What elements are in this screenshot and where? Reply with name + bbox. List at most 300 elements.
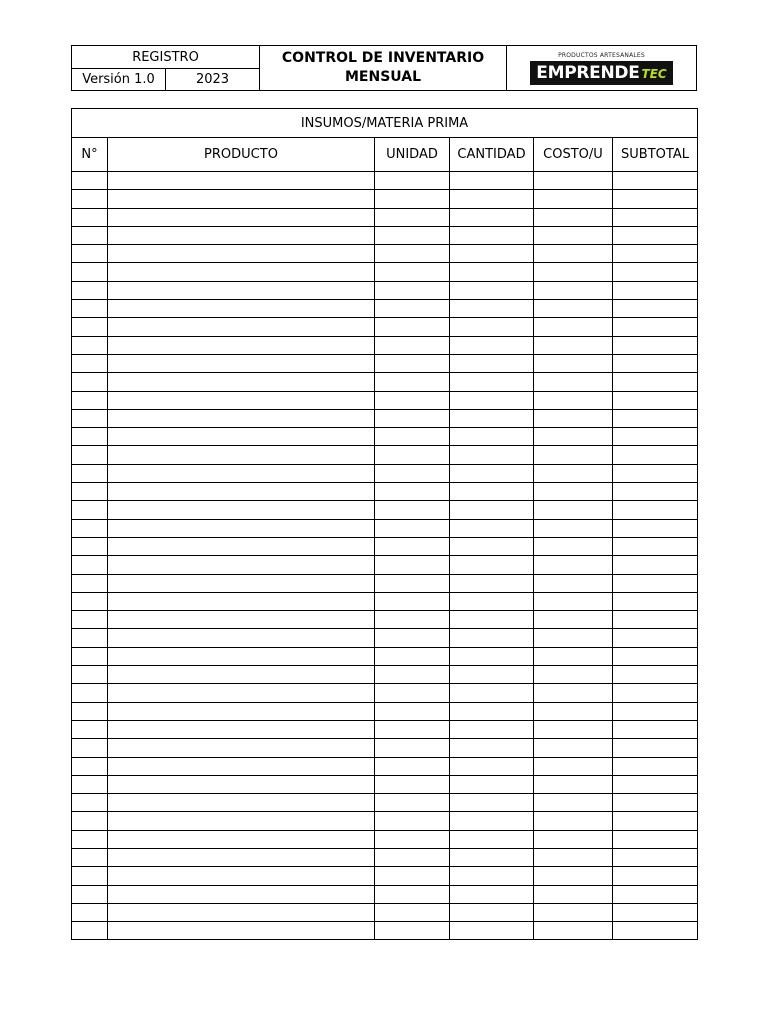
cell-number[interactable] xyxy=(72,647,108,665)
cell-quantity[interactable] xyxy=(450,684,534,702)
cell-product[interactable] xyxy=(108,208,375,226)
cell-quantity[interactable] xyxy=(450,739,534,757)
cell-product[interactable] xyxy=(108,245,375,263)
cell-number[interactable] xyxy=(72,720,108,738)
cell-unit[interactable] xyxy=(375,794,450,812)
cell-product[interactable] xyxy=(108,757,375,775)
cell-unit-cost[interactable] xyxy=(534,867,613,885)
cell-product[interactable] xyxy=(108,739,375,757)
cell-subtotal[interactable] xyxy=(613,501,698,519)
cell-number[interactable] xyxy=(72,428,108,446)
cell-product[interactable] xyxy=(108,867,375,885)
cell-unit-cost[interactable] xyxy=(534,885,613,903)
cell-unit[interactable] xyxy=(375,757,450,775)
table-row xyxy=(72,446,698,464)
cell-quantity[interactable] xyxy=(450,830,534,848)
cell-unit[interactable] xyxy=(375,519,450,537)
cell-subtotal[interactable] xyxy=(613,812,698,830)
cell-number[interactable] xyxy=(72,775,108,793)
cell-number[interactable] xyxy=(72,519,108,537)
cell-unit-cost[interactable] xyxy=(534,666,613,684)
cell-number[interactable] xyxy=(72,684,108,702)
cell-quantity[interactable] xyxy=(450,428,534,446)
cell-subtotal[interactable] xyxy=(613,848,698,866)
cell-product[interactable] xyxy=(108,629,375,647)
cell-quantity[interactable] xyxy=(450,464,534,482)
cell-number[interactable] xyxy=(72,848,108,866)
cell-unit-cost[interactable] xyxy=(534,830,613,848)
table-row xyxy=(72,720,698,738)
cell-unit[interactable] xyxy=(375,483,450,501)
table-row xyxy=(72,903,698,921)
table-row xyxy=(72,336,698,354)
cell-number[interactable] xyxy=(72,757,108,775)
cell-subtotal[interactable] xyxy=(613,318,698,336)
table-row xyxy=(72,592,698,610)
cell-unit[interactable] xyxy=(375,684,450,702)
cell-product[interactable] xyxy=(108,574,375,592)
cell-unit-cost[interactable] xyxy=(534,263,613,281)
table-row xyxy=(72,885,698,903)
cell-number[interactable] xyxy=(72,464,108,482)
cell-quantity[interactable] xyxy=(450,409,534,427)
table-row xyxy=(72,757,698,775)
table-row xyxy=(72,537,698,555)
cell-unit-cost[interactable] xyxy=(534,446,613,464)
column-header-row xyxy=(72,138,698,172)
cell-quantity[interactable] xyxy=(450,775,534,793)
cell-product[interactable] xyxy=(108,830,375,848)
cell-quantity[interactable] xyxy=(450,647,534,665)
cell-unit[interactable] xyxy=(375,190,450,208)
cell-subtotal[interactable] xyxy=(613,592,698,610)
cell-number[interactable] xyxy=(72,409,108,427)
cell-unit[interactable] xyxy=(375,775,450,793)
cell-number[interactable] xyxy=(72,281,108,299)
cell-quantity[interactable] xyxy=(450,281,534,299)
logo-accent-text: TEC xyxy=(641,66,667,81)
cell-subtotal[interactable] xyxy=(613,885,698,903)
cell-quantity[interactable] xyxy=(450,794,534,812)
cell-subtotal[interactable] xyxy=(613,464,698,482)
cell-product[interactable] xyxy=(108,592,375,610)
cell-unit[interactable] xyxy=(375,537,450,555)
cell-unit-cost[interactable] xyxy=(534,409,613,427)
cell-subtotal[interactable] xyxy=(613,867,698,885)
cell-subtotal[interactable] xyxy=(613,483,698,501)
table-row xyxy=(72,922,698,940)
cell-product[interactable] xyxy=(108,684,375,702)
cell-number[interactable] xyxy=(72,739,108,757)
cell-quantity[interactable] xyxy=(450,245,534,263)
cell-subtotal[interactable] xyxy=(613,702,698,720)
cell-product[interactable] xyxy=(108,537,375,555)
cell-unit-cost[interactable] xyxy=(534,336,613,354)
cell-unit[interactable] xyxy=(375,556,450,574)
cell-quantity[interactable] xyxy=(450,537,534,555)
cell-product[interactable] xyxy=(108,300,375,318)
cell-unit-cost[interactable] xyxy=(534,190,613,208)
table-row xyxy=(72,190,698,208)
cell-unit[interactable] xyxy=(375,611,450,629)
cell-subtotal[interactable] xyxy=(613,684,698,702)
table-row xyxy=(72,775,698,793)
cell-quantity[interactable] xyxy=(450,812,534,830)
table-row xyxy=(72,739,698,757)
cell-unit[interactable] xyxy=(375,281,450,299)
cell-product[interactable] xyxy=(108,428,375,446)
cell-quantity[interactable] xyxy=(450,336,534,354)
table-row xyxy=(72,464,698,482)
cell-product[interactable] xyxy=(108,446,375,464)
table-row xyxy=(72,373,698,391)
cell-subtotal[interactable] xyxy=(613,300,698,318)
section-header-row xyxy=(72,109,698,138)
cell-unit-cost[interactable] xyxy=(534,501,613,519)
cell-unit-cost[interactable] xyxy=(534,611,613,629)
cell-quantity[interactable] xyxy=(450,391,534,409)
cell-subtotal[interactable] xyxy=(613,830,698,848)
cell-product[interactable] xyxy=(108,391,375,409)
cell-subtotal[interactable] xyxy=(613,537,698,555)
cell-unit-cost[interactable] xyxy=(534,574,613,592)
column-header-unit-cost: COSTO/U xyxy=(534,138,613,172)
table-row xyxy=(72,208,698,226)
table-row xyxy=(72,300,698,318)
cell-quantity[interactable] xyxy=(450,574,534,592)
cell-subtotal[interactable] xyxy=(613,172,698,190)
cell-number[interactable] xyxy=(72,501,108,519)
cell-unit-cost[interactable] xyxy=(534,300,613,318)
section-title: INSUMOS/MATERIA PRIMA xyxy=(72,109,698,138)
table-row xyxy=(72,172,698,190)
cell-number[interactable] xyxy=(72,373,108,391)
cell-number[interactable] xyxy=(72,556,108,574)
cell-quantity[interactable] xyxy=(450,446,534,464)
cell-quantity[interactable] xyxy=(450,300,534,318)
cell-unit-cost[interactable] xyxy=(534,318,613,336)
cell-unit-cost[interactable] xyxy=(534,812,613,830)
column-header-subtotal: SUBTOTAL xyxy=(613,138,698,172)
cell-number[interactable] xyxy=(72,190,108,208)
cell-product[interactable] xyxy=(108,483,375,501)
cell-unit[interactable] xyxy=(375,172,450,190)
cell-number[interactable] xyxy=(72,208,108,226)
cell-product[interactable] xyxy=(108,794,375,812)
cell-subtotal[interactable] xyxy=(613,336,698,354)
cell-subtotal[interactable] xyxy=(613,208,698,226)
cell-number[interactable] xyxy=(72,903,108,921)
brand-logo xyxy=(507,46,696,90)
cell-number[interactable] xyxy=(72,354,108,372)
cell-product[interactable] xyxy=(108,172,375,190)
cell-unit-cost[interactable] xyxy=(534,483,613,501)
cell-number[interactable] xyxy=(72,794,108,812)
cell-unit[interactable] xyxy=(375,903,450,921)
cell-unit-cost[interactable] xyxy=(534,629,613,647)
cell-subtotal[interactable] xyxy=(613,647,698,665)
document-title: CONTROL DE INVENTARIO MENSUAL xyxy=(260,46,507,90)
cell-number[interactable] xyxy=(72,300,108,318)
cell-subtotal[interactable] xyxy=(613,226,698,244)
cell-quantity[interactable] xyxy=(450,519,534,537)
cell-subtotal[interactable] xyxy=(613,354,698,372)
version-row xyxy=(72,69,259,90)
cell-number[interactable] xyxy=(72,446,108,464)
cell-subtotal[interactable] xyxy=(613,519,698,537)
cell-unit[interactable] xyxy=(375,574,450,592)
cell-quantity[interactable] xyxy=(450,483,534,501)
cell-number[interactable] xyxy=(72,574,108,592)
cell-unit[interactable] xyxy=(375,867,450,885)
table-row xyxy=(72,409,698,427)
cell-unit-cost[interactable] xyxy=(534,172,613,190)
cell-unit[interactable] xyxy=(375,830,450,848)
cell-unit[interactable] xyxy=(375,409,450,427)
cell-product[interactable] xyxy=(108,775,375,793)
cell-unit[interactable] xyxy=(375,263,450,281)
table-row xyxy=(72,501,698,519)
cell-quantity[interactable] xyxy=(450,922,534,940)
cell-unit-cost[interactable] xyxy=(534,720,613,738)
cell-product[interactable] xyxy=(108,903,375,921)
cell-unit-cost[interactable] xyxy=(534,684,613,702)
cell-number[interactable] xyxy=(72,702,108,720)
cell-subtotal[interactable] xyxy=(613,373,698,391)
cell-quantity[interactable] xyxy=(450,757,534,775)
cell-subtotal[interactable] xyxy=(613,446,698,464)
cell-unit-cost[interactable] xyxy=(534,922,613,940)
cell-subtotal[interactable] xyxy=(613,629,698,647)
cell-unit[interactable] xyxy=(375,336,450,354)
cell-quantity[interactable] xyxy=(450,172,534,190)
cell-quantity[interactable] xyxy=(450,848,534,866)
cell-subtotal[interactable] xyxy=(613,556,698,574)
cell-unit-cost[interactable] xyxy=(534,556,613,574)
cell-quantity[interactable] xyxy=(450,629,534,647)
cell-unit[interactable] xyxy=(375,720,450,738)
cell-number[interactable] xyxy=(72,867,108,885)
cell-product[interactable] xyxy=(108,354,375,372)
cell-number[interactable] xyxy=(72,922,108,940)
cell-number[interactable] xyxy=(72,629,108,647)
cell-subtotal[interactable] xyxy=(613,281,698,299)
cell-product[interactable] xyxy=(108,263,375,281)
cell-product[interactable] xyxy=(108,190,375,208)
cell-unit-cost[interactable] xyxy=(534,757,613,775)
cell-subtotal[interactable] xyxy=(613,428,698,446)
column-header-number: N° xyxy=(72,138,108,172)
cell-unit[interactable] xyxy=(375,885,450,903)
column-header-quantity: CANTIDAD xyxy=(450,138,534,172)
cell-unit[interactable] xyxy=(375,702,450,720)
cell-product[interactable] xyxy=(108,281,375,299)
cell-product[interactable] xyxy=(108,226,375,244)
cell-number[interactable] xyxy=(72,611,108,629)
cell-unit[interactable] xyxy=(375,318,450,336)
cell-number[interactable] xyxy=(72,391,108,409)
cell-product[interactable] xyxy=(108,885,375,903)
cell-unit[interactable] xyxy=(375,848,450,866)
cell-unit-cost[interactable] xyxy=(534,848,613,866)
version-label: Versión 1.0 xyxy=(72,69,166,90)
cell-subtotal[interactable] xyxy=(613,263,698,281)
cell-product[interactable] xyxy=(108,848,375,866)
cell-unit[interactable] xyxy=(375,812,450,830)
cell-number[interactable] xyxy=(72,666,108,684)
table-row xyxy=(72,830,698,848)
cell-number[interactable] xyxy=(72,226,108,244)
cell-subtotal[interactable] xyxy=(613,922,698,940)
cell-product[interactable] xyxy=(108,922,375,940)
cell-quantity[interactable] xyxy=(450,556,534,574)
cell-number[interactable] xyxy=(72,318,108,336)
table-row xyxy=(72,848,698,866)
cell-subtotal[interactable] xyxy=(613,391,698,409)
logo-tagline: PRODUCTOS ARTESANALES xyxy=(558,51,645,59)
cell-unit-cost[interactable] xyxy=(534,903,613,921)
column-header-unit: UNIDAD xyxy=(375,138,450,172)
table-row xyxy=(72,391,698,409)
cell-unit-cost[interactable] xyxy=(534,647,613,665)
cell-unit-cost[interactable] xyxy=(534,391,613,409)
cell-unit[interactable] xyxy=(375,739,450,757)
cell-unit-cost[interactable] xyxy=(534,226,613,244)
cell-quantity[interactable] xyxy=(450,501,534,519)
cell-subtotal[interactable] xyxy=(613,409,698,427)
cell-unit-cost[interactable] xyxy=(534,794,613,812)
cell-unit[interactable] xyxy=(375,373,450,391)
cell-quantity[interactable] xyxy=(450,592,534,610)
table-row xyxy=(72,281,698,299)
cell-number[interactable] xyxy=(72,263,108,281)
cell-product[interactable] xyxy=(108,464,375,482)
registro-label: REGISTRO xyxy=(72,46,259,69)
cell-unit-cost[interactable] xyxy=(534,592,613,610)
cell-number[interactable] xyxy=(72,885,108,903)
cell-unit[interactable] xyxy=(375,428,450,446)
cell-product[interactable] xyxy=(108,720,375,738)
cell-unit[interactable] xyxy=(375,391,450,409)
cell-subtotal[interactable] xyxy=(613,611,698,629)
cell-unit-cost[interactable] xyxy=(534,775,613,793)
cell-quantity[interactable] xyxy=(450,720,534,738)
cell-unit-cost[interactable] xyxy=(534,519,613,537)
table-row xyxy=(72,483,698,501)
table-row xyxy=(72,556,698,574)
cell-product[interactable] xyxy=(108,409,375,427)
cell-product[interactable] xyxy=(108,647,375,665)
cell-unit[interactable] xyxy=(375,226,450,244)
cell-unit[interactable] xyxy=(375,354,450,372)
cell-unit[interactable] xyxy=(375,464,450,482)
cell-number[interactable] xyxy=(72,245,108,263)
cell-quantity[interactable] xyxy=(450,903,534,921)
cell-number[interactable] xyxy=(72,537,108,555)
cell-number[interactable] xyxy=(72,336,108,354)
cell-unit-cost[interactable] xyxy=(534,739,613,757)
cell-quantity[interactable] xyxy=(450,611,534,629)
cell-quantity[interactable] xyxy=(450,190,534,208)
cell-subtotal[interactable] xyxy=(613,720,698,738)
cell-product[interactable] xyxy=(108,702,375,720)
cell-subtotal[interactable] xyxy=(613,574,698,592)
cell-unit[interactable] xyxy=(375,629,450,647)
cell-unit[interactable] xyxy=(375,208,450,226)
cell-number[interactable] xyxy=(72,592,108,610)
cell-subtotal[interactable] xyxy=(613,903,698,921)
cell-quantity[interactable] xyxy=(450,373,534,391)
cell-unit-cost[interactable] xyxy=(534,354,613,372)
table-row xyxy=(72,574,698,592)
cell-number[interactable] xyxy=(72,830,108,848)
cell-unit-cost[interactable] xyxy=(534,245,613,263)
cell-subtotal[interactable] xyxy=(613,739,698,757)
cell-subtotal[interactable] xyxy=(613,666,698,684)
cell-unit-cost[interactable] xyxy=(534,281,613,299)
cell-quantity[interactable] xyxy=(450,354,534,372)
cell-subtotal[interactable] xyxy=(613,775,698,793)
cell-quantity[interactable] xyxy=(450,867,534,885)
cell-number[interactable] xyxy=(72,812,108,830)
cell-product[interactable] xyxy=(108,501,375,519)
cell-unit[interactable] xyxy=(375,300,450,318)
cell-product[interactable] xyxy=(108,611,375,629)
cell-product[interactable] xyxy=(108,666,375,684)
cell-quantity[interactable] xyxy=(450,702,534,720)
cell-subtotal[interactable] xyxy=(613,190,698,208)
cell-quantity[interactable] xyxy=(450,208,534,226)
cell-unit[interactable] xyxy=(375,922,450,940)
cell-unit[interactable] xyxy=(375,245,450,263)
cell-unit[interactable] xyxy=(375,666,450,684)
cell-number[interactable] xyxy=(72,483,108,501)
cell-quantity[interactable] xyxy=(450,885,534,903)
cell-product[interactable] xyxy=(108,519,375,537)
cell-unit[interactable] xyxy=(375,446,450,464)
cell-unit[interactable] xyxy=(375,501,450,519)
table-row xyxy=(72,245,698,263)
cell-product[interactable] xyxy=(108,318,375,336)
cell-unit-cost[interactable] xyxy=(534,464,613,482)
cell-unit[interactable] xyxy=(375,592,450,610)
cell-unit-cost[interactable] xyxy=(534,208,613,226)
cell-product[interactable] xyxy=(108,812,375,830)
cell-quantity[interactable] xyxy=(450,226,534,244)
cell-product[interactable] xyxy=(108,373,375,391)
table-row xyxy=(72,867,698,885)
cell-unit-cost[interactable] xyxy=(534,537,613,555)
cell-quantity[interactable] xyxy=(450,666,534,684)
cell-product[interactable] xyxy=(108,556,375,574)
cell-unit-cost[interactable] xyxy=(534,373,613,391)
cell-subtotal[interactable] xyxy=(613,757,698,775)
cell-subtotal[interactable] xyxy=(613,794,698,812)
table-row xyxy=(72,666,698,684)
registro-block xyxy=(72,46,260,90)
cell-subtotal[interactable] xyxy=(613,245,698,263)
cell-unit-cost[interactable] xyxy=(534,702,613,720)
cell-quantity[interactable] xyxy=(450,318,534,336)
table-row xyxy=(72,684,698,702)
cell-quantity[interactable] xyxy=(450,263,534,281)
cell-unit[interactable] xyxy=(375,647,450,665)
table-row xyxy=(72,629,698,647)
cell-unit-cost[interactable] xyxy=(534,428,613,446)
cell-product[interactable] xyxy=(108,336,375,354)
table-row xyxy=(72,318,698,336)
cell-number[interactable] xyxy=(72,172,108,190)
